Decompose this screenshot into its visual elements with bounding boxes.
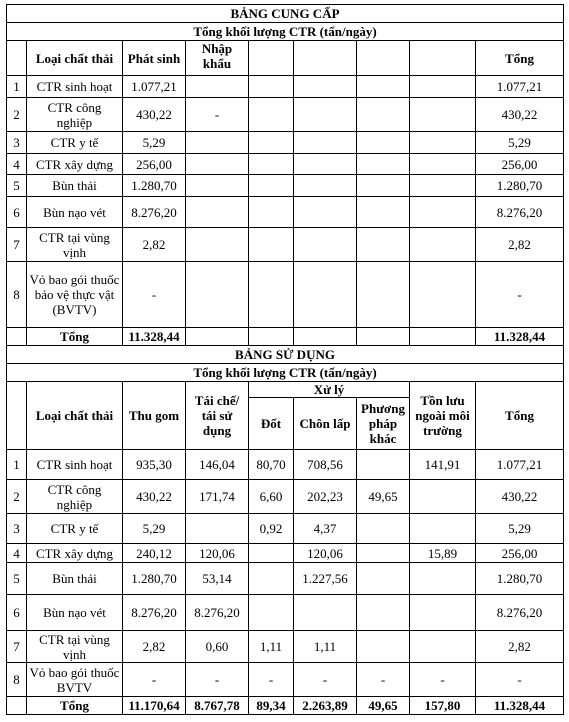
row-number: 6 xyxy=(7,595,27,631)
other-cell xyxy=(357,563,410,595)
total-cell: 256,00 xyxy=(476,154,564,175)
usage-title-row xyxy=(7,346,564,364)
table-row xyxy=(7,631,564,663)
generated-cell: 430,22 xyxy=(123,98,186,132)
supply-total-row xyxy=(7,328,564,346)
remaining-cell: 141,91 xyxy=(410,450,476,480)
row-number: 8 xyxy=(7,262,27,328)
waste-type-cell: CTR sinh hoạt xyxy=(27,450,123,480)
landfill-cell: 202,23 xyxy=(294,480,357,514)
empty-cell xyxy=(294,175,357,197)
waste-type-cell: CTR y tế xyxy=(27,514,123,544)
supply-subtitle-row xyxy=(7,23,564,41)
empty-cell xyxy=(410,132,476,154)
recycled-cell: 171,74 xyxy=(186,480,249,514)
table-row xyxy=(7,563,564,595)
header-cell xyxy=(7,41,27,76)
row-number: 3 xyxy=(7,514,27,544)
header-cell xyxy=(249,41,294,76)
remaining-cell xyxy=(410,563,476,595)
collected-cell: 8.276,20 xyxy=(123,595,186,631)
recycled-cell: 146,04 xyxy=(186,450,249,480)
supply-header-row xyxy=(7,41,564,76)
import-cell xyxy=(186,228,249,262)
generated-cell: 2,82 xyxy=(123,228,186,262)
total-total: 11.328,44 xyxy=(476,328,564,346)
landfill-cell: 4,37 xyxy=(294,514,357,544)
empty-cell xyxy=(249,76,294,98)
generated-cell: 5,29 xyxy=(123,132,186,154)
empty-cell xyxy=(410,98,476,132)
remaining-cell: - xyxy=(410,663,476,697)
header-cell xyxy=(294,41,357,76)
row-number: 3 xyxy=(7,132,27,154)
landfill-cell: 708,56 xyxy=(294,450,357,480)
remaining-cell xyxy=(410,631,476,663)
collected-cell: 430,22 xyxy=(123,480,186,514)
waste-type-cell: CTR y tế xyxy=(27,132,123,154)
import-cell: - xyxy=(186,98,249,132)
empty-cell xyxy=(249,228,294,262)
waste-balance-table xyxy=(6,4,564,715)
waste-type-cell: CTR công nghiệp xyxy=(27,98,123,132)
empty-cell xyxy=(7,697,27,715)
import-cell xyxy=(186,262,249,328)
import-cell xyxy=(186,197,249,228)
empty-cell xyxy=(410,228,476,262)
remaining-cell xyxy=(410,595,476,631)
total-cell: 2,82 xyxy=(476,228,564,262)
header-waste-type: Loại chất thải xyxy=(27,41,123,76)
collected-cell: 2,82 xyxy=(123,631,186,663)
row-number: 6 xyxy=(7,197,27,228)
header-waste-type: Loại chất thải xyxy=(27,382,123,450)
total-cell: 256,00 xyxy=(476,544,564,563)
burn-cell: 0,92 xyxy=(249,514,294,544)
header-collected: Thu gom xyxy=(123,382,186,450)
empty-cell xyxy=(249,98,294,132)
row-number: 4 xyxy=(7,544,27,563)
empty-cell xyxy=(357,197,410,228)
total-landfill: 2.263,89 xyxy=(294,697,357,715)
waste-type-cell: Bùn thải xyxy=(27,563,123,595)
burn-cell xyxy=(249,563,294,595)
recycled-cell xyxy=(186,514,249,544)
burn-cell: - xyxy=(249,663,294,697)
waste-type-cell: Vỏ bao gói thuốc BVTV xyxy=(27,663,123,697)
row-number: 2 xyxy=(7,480,27,514)
usage-subtitle: Tổng khối lượng CTR (tấn/ngày) xyxy=(7,364,564,382)
total-other: 49,65 xyxy=(357,697,410,715)
total-cell: 5,29 xyxy=(476,132,564,154)
landfill-cell: 120,06 xyxy=(294,544,357,563)
usage-title: BẢNG SỬ DỤNG xyxy=(7,346,564,364)
empty-cell xyxy=(410,76,476,98)
other-cell: 49,65 xyxy=(357,480,410,514)
collected-cell: - xyxy=(123,663,186,697)
row-number: 1 xyxy=(7,450,27,480)
table-row xyxy=(7,450,564,480)
other-cell: - xyxy=(357,663,410,697)
waste-type-cell: Vỏ bao gói thuốc bảo vệ thực vật (BVTV) xyxy=(27,262,123,328)
empty-cell xyxy=(357,132,410,154)
landfill-cell: 1.227,56 xyxy=(294,563,357,595)
empty-cell xyxy=(357,228,410,262)
remaining-cell xyxy=(410,480,476,514)
header-other: Phương pháp khác xyxy=(357,398,410,450)
empty-cell xyxy=(249,262,294,328)
empty-cell xyxy=(357,175,410,197)
supply-title-row xyxy=(7,5,564,23)
header-cell xyxy=(7,382,27,450)
recycled-cell: 120,06 xyxy=(186,544,249,563)
header-landfill: Chôn lấp xyxy=(294,398,357,450)
usage-header-row-1 xyxy=(7,382,564,398)
landfill-cell: - xyxy=(294,663,357,697)
usage-subtitle-row xyxy=(7,364,564,382)
total-recycled: 8.767,78 xyxy=(186,697,249,715)
row-number: 5 xyxy=(7,175,27,197)
table-row xyxy=(7,663,564,697)
recycled-cell: 8.276,20 xyxy=(186,595,249,631)
other-cell xyxy=(357,631,410,663)
other-cell xyxy=(357,544,410,563)
empty-cell xyxy=(294,228,357,262)
recycled-cell: 0,60 xyxy=(186,631,249,663)
empty-cell xyxy=(357,262,410,328)
table-row xyxy=(7,514,564,544)
generated-cell: 8.276,20 xyxy=(123,197,186,228)
supply-subtitle: Tổng khối lượng CTR (tấn/ngày) xyxy=(7,23,564,41)
header-treatment: Xử lý xyxy=(249,382,410,398)
empty-cell xyxy=(294,328,357,346)
total-cell: 8.276,20 xyxy=(476,595,564,631)
supply-title: BẢNG CUNG CẤP xyxy=(7,5,564,23)
total-cell: - xyxy=(476,262,564,328)
landfill-cell xyxy=(294,595,357,631)
empty-cell xyxy=(294,197,357,228)
waste-type-cell: CTR xây dựng xyxy=(27,154,123,175)
total-cell: - xyxy=(476,663,564,697)
empty-cell xyxy=(357,328,410,346)
other-cell xyxy=(357,450,410,480)
waste-type-cell: Bùn nạo vét xyxy=(27,197,123,228)
total-cell: 5,29 xyxy=(476,514,564,544)
empty-cell xyxy=(249,154,294,175)
empty-cell xyxy=(410,175,476,197)
table-row xyxy=(7,228,564,262)
total-cell: 430,22 xyxy=(476,98,564,132)
row-number: 7 xyxy=(7,631,27,663)
row-number: 5 xyxy=(7,563,27,595)
table-row xyxy=(7,132,564,154)
waste-type-cell: CTR xây dựng xyxy=(27,544,123,563)
import-cell xyxy=(186,175,249,197)
total-cell: 1.280,70 xyxy=(476,175,564,197)
empty-cell xyxy=(249,328,294,346)
total-cell: 1.077,21 xyxy=(476,450,564,480)
total-cell: 8.276,20 xyxy=(476,197,564,228)
header-total: Tổng xyxy=(476,382,564,450)
collected-cell: 240,12 xyxy=(123,544,186,563)
empty-cell xyxy=(186,328,249,346)
generated-cell: 1.077,21 xyxy=(123,76,186,98)
row-number: 8 xyxy=(7,663,27,697)
table-row xyxy=(7,175,564,197)
burn-cell: 1,11 xyxy=(249,631,294,663)
table-row xyxy=(7,98,564,132)
total-generated: 11.328,44 xyxy=(123,328,186,346)
total-collected: 11.170,64 xyxy=(123,697,186,715)
empty-cell xyxy=(357,76,410,98)
table-row xyxy=(7,544,564,563)
header-generated: Phát sinh xyxy=(123,41,186,76)
waste-type-cell: CTR sinh hoạt xyxy=(27,76,123,98)
header-total: Tổng xyxy=(476,41,564,76)
table-row xyxy=(7,480,564,514)
empty-cell xyxy=(357,98,410,132)
recycled-cell: 53,14 xyxy=(186,563,249,595)
row-number: 2 xyxy=(7,98,27,132)
total-label: Tổng xyxy=(27,697,123,715)
empty-cell xyxy=(249,197,294,228)
generated-cell: 1.280,70 xyxy=(123,175,186,197)
table-row xyxy=(7,76,564,98)
remaining-cell xyxy=(410,514,476,544)
empty-cell xyxy=(410,154,476,175)
row-number: 1 xyxy=(7,76,27,98)
empty-cell xyxy=(357,154,410,175)
header-burn: Đốt xyxy=(249,398,294,450)
collected-cell: 5,29 xyxy=(123,514,186,544)
import-cell xyxy=(186,154,249,175)
waste-type-cell: CTR tại vùng vịnh xyxy=(27,631,123,663)
generated-cell: - xyxy=(123,262,186,328)
empty-cell xyxy=(7,328,27,346)
row-number: 7 xyxy=(7,228,27,262)
recycled-cell: - xyxy=(186,663,249,697)
header-recycled: Tái chế/ tái sử dụng xyxy=(186,382,249,450)
empty-cell xyxy=(294,98,357,132)
table-row xyxy=(7,262,564,328)
header-cell xyxy=(410,41,476,76)
row-number: 4 xyxy=(7,154,27,175)
other-cell xyxy=(357,595,410,631)
empty-cell xyxy=(410,262,476,328)
header-remaining: Tồn lưu ngoài môi trường xyxy=(410,382,476,450)
total-cell: 1.077,21 xyxy=(476,76,564,98)
total-burn: 89,34 xyxy=(249,697,294,715)
burn-cell xyxy=(249,595,294,631)
total-label: Tổng xyxy=(27,328,123,346)
waste-type-cell: CTR công nghiệp xyxy=(27,480,123,514)
generated-cell: 256,00 xyxy=(123,154,186,175)
total-cell: 1.280,70 xyxy=(476,563,564,595)
table-row xyxy=(7,595,564,631)
import-cell xyxy=(186,132,249,154)
empty-cell xyxy=(294,76,357,98)
import-cell xyxy=(186,76,249,98)
collected-cell: 1.280,70 xyxy=(123,563,186,595)
empty-cell xyxy=(249,132,294,154)
landfill-cell: 1,11 xyxy=(294,631,357,663)
table-row xyxy=(7,197,564,228)
collected-cell: 935,30 xyxy=(123,450,186,480)
header-import: Nhập khẩu xyxy=(186,41,249,76)
waste-type-cell: CTR tại vùng vịnh xyxy=(27,228,123,262)
empty-cell xyxy=(249,175,294,197)
other-cell xyxy=(357,514,410,544)
waste-type-cell: Bùn thải xyxy=(27,175,123,197)
empty-cell xyxy=(294,262,357,328)
empty-cell xyxy=(294,154,357,175)
table-row xyxy=(7,154,564,175)
waste-type-cell: Bùn nạo vét xyxy=(27,595,123,631)
total-cell: 430,22 xyxy=(476,480,564,514)
total-total: 11.328,44 xyxy=(476,697,564,715)
total-remaining: 157,80 xyxy=(410,697,476,715)
burn-cell: 80,70 xyxy=(249,450,294,480)
empty-cell xyxy=(294,132,357,154)
header-cell xyxy=(357,41,410,76)
usage-total-row xyxy=(7,697,564,715)
empty-cell xyxy=(410,197,476,228)
burn-cell: 6,60 xyxy=(249,480,294,514)
remaining-cell: 15,89 xyxy=(410,544,476,563)
burn-cell xyxy=(249,544,294,563)
empty-cell xyxy=(410,328,476,346)
total-cell: 2,82 xyxy=(476,631,564,663)
